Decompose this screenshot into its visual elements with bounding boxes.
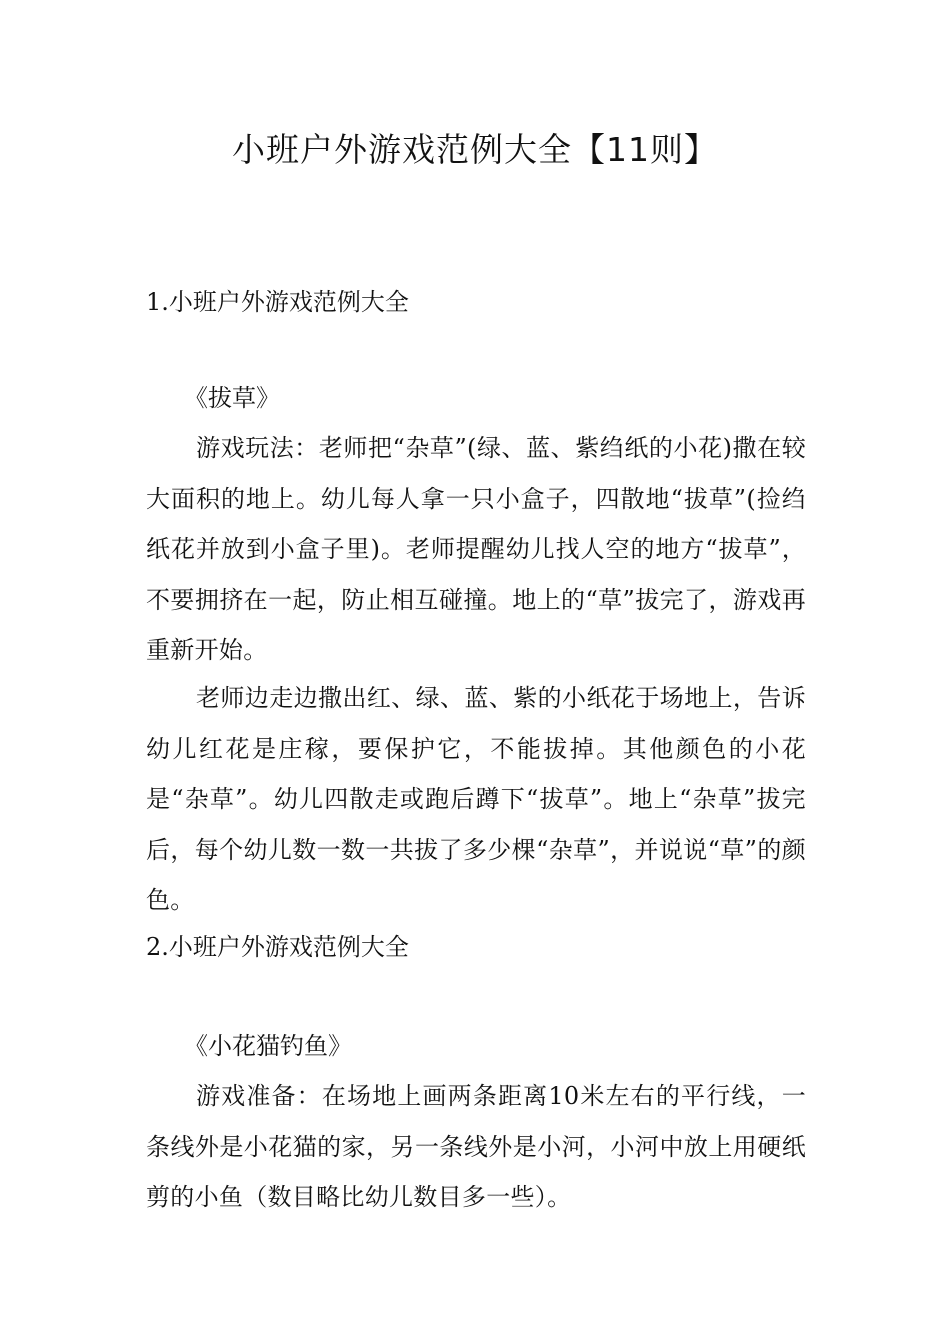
section-heading-1: 1.小班户外游戏范例大全 <box>146 288 409 316</box>
paragraph-2-1: 游戏准备：在场地上画两条距离10米左右的平行线，一条线外是小花猫的家，另一条线外是小河，小河中放上用硬纸剪的小鱼（数目略比幼儿数目多一些）。 <box>146 1082 806 1211</box>
game-title-1: 《拔草》 <box>184 384 280 412</box>
paragraph-1-1: 游戏玩法：老师把“杂草”(绿、蓝、紫绉纸的小花)撒在较大面积的地上。幼儿每人拿一只小盒子，四散地“拔草”(捡绉纸花并放到小盒子里)。老师提醒幼儿找人空的地方“拔草”，不要拥挤在一起，防止相互碰撞。地上的“草”拔完了，游戏再重新开始。 <box>146 434 806 664</box>
game-title-2: 《小花猫钓鱼》 <box>184 1032 352 1060</box>
document-title: 小班户外游戏范例大全【11则】 <box>232 130 718 169</box>
paragraph-1-2: 老师边走边撒出红、绿、蓝、紫的小纸花于场地上，告诉幼儿红花是庄稼，要保护它，不能拔掉。其他颜色的小花是“杂草”。幼儿四散走或跑后蹲下“拔草”。地上“杂草”拔完后，每个幼儿数一数一共拔了多少棵“杂草”，并说说“草”的颜色。 <box>146 684 806 914</box>
section-heading-2: 2.小班户外游戏范例大全 <box>146 933 409 961</box>
